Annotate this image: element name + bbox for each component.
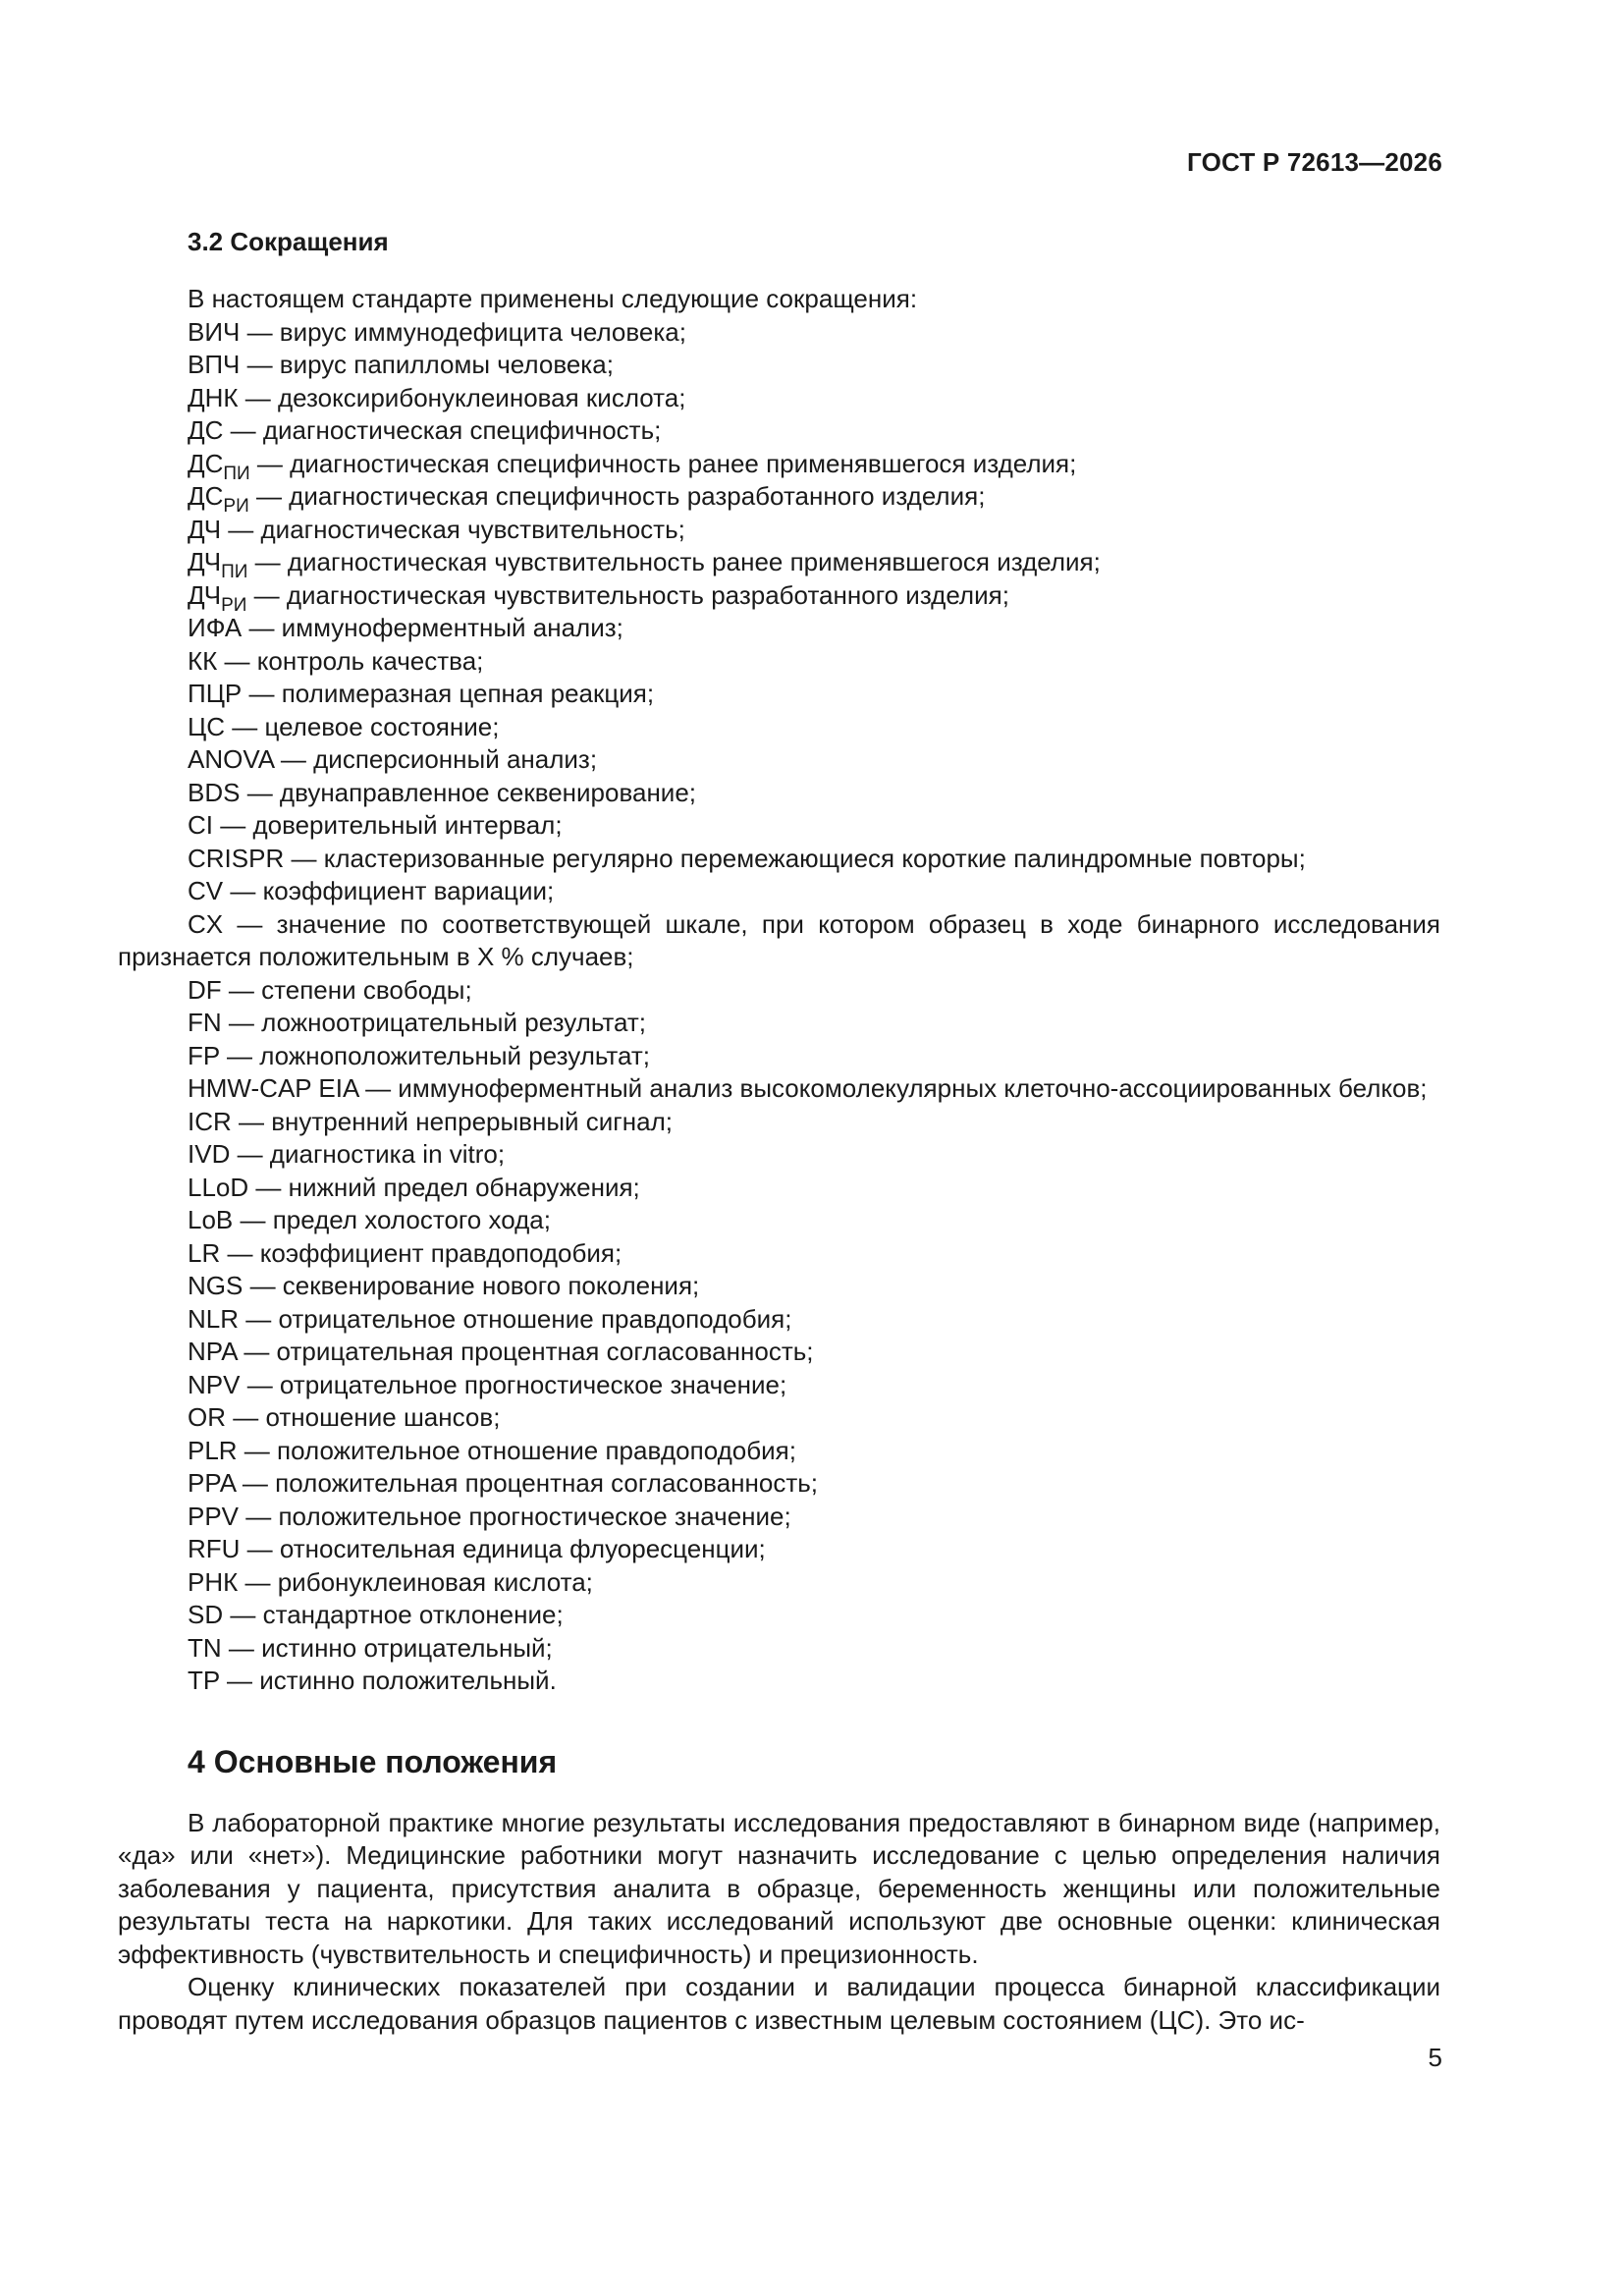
- abbreviation-definition: — иммуноферментный анализ высокомолекулярных клеточно-ассоциированных белков;: [357, 1073, 1428, 1103]
- abbreviation-item: [118, 1533, 1440, 1566]
- abbreviation-term: IVD: [188, 1139, 231, 1169]
- abbreviation-definition: — полимеразная цепная реакция;: [242, 679, 655, 708]
- abbreviation-item: [118, 1632, 1440, 1666]
- abbreviation-definition: — коэффициент вариации;: [223, 876, 555, 905]
- abbreviation-term: FP: [188, 1040, 220, 1070]
- abbreviations-list: [118, 316, 1440, 1698]
- abbreviation-term: ЦС: [188, 711, 226, 741]
- abbreviation-term: ДС: [188, 481, 224, 511]
- abbreviation-definition: — диагностическая специфичность;: [223, 415, 662, 445]
- abbreviation-term: FN: [188, 1008, 222, 1037]
- abbreviation-item: [118, 1237, 1440, 1271]
- abbreviation-definition: — отношение шансов;: [226, 1402, 501, 1432]
- abbreviation-definition: — контроль качества;: [217, 645, 484, 676]
- abbreviation-item: [118, 349, 1440, 382]
- section-4-paragraph-1: В лабораторной практике многие результаты исследования предоставляют в бинарном виде (например, «да» или «нет»). Медицинские работники могут назначить исследование с целью определения наличия заболевания у пациента, присутствия аналита в образце, беременность женщины или положительные результаты теста на наркотики. Для таких исследований используют две основные оценки: клиническая эффективность (чувствительность и специфичность) и прецизионность.: [118, 1807, 1440, 1969]
- abbreviation-definition: — диагностическая специфичность разработанного изделия;: [248, 481, 986, 511]
- abbreviation-term: ДЧ: [188, 579, 222, 610]
- abbreviation-term: РНК: [188, 1566, 239, 1597]
- abbreviation-term: ПЦР: [188, 679, 243, 708]
- abbreviation-item: [118, 1566, 1440, 1600]
- abbreviation-term: PLR: [188, 1435, 238, 1465]
- abbreviation-term: SD: [188, 1600, 224, 1629]
- abbreviation-term: LLoD: [188, 1172, 249, 1202]
- abbreviation-term: LR: [188, 1237, 221, 1268]
- abbreviation-definition: — предел холостого хода;: [233, 1205, 551, 1234]
- abbreviation-item: [118, 1501, 1440, 1534]
- abbreviation-term: ИФА: [188, 613, 243, 642]
- abbreviation-item: [118, 1369, 1440, 1402]
- section-4-paragraph-2: Оценку клинических показателей при создании и валидации процесса бинарной классификации проводят путем исследования образцов пациентов с известным целевым состоянием (ЦС). Это ис-: [118, 1972, 1440, 2036]
- abbreviation-definition: — нижний предел обнаружения;: [248, 1172, 640, 1202]
- abbreviation-item: [118, 1336, 1440, 1369]
- abbreviation-item: [118, 546, 1440, 582]
- abbreviation-item: [118, 1172, 1440, 1205]
- abbreviation-item: [118, 579, 1440, 616]
- abbreviation-definition: — целевое состояние;: [225, 711, 500, 741]
- abbreviation-item: [118, 1106, 1440, 1139]
- abbreviation-definition: — двунаправленное секвенирование;: [240, 777, 697, 807]
- abbreviation-term: CRISPR: [188, 843, 285, 873]
- abbreviation-term: ДЧ: [188, 547, 222, 576]
- abbreviation-item: [118, 875, 1440, 908]
- abbreviation-definition: — отрицательное прогностическое значение;: [240, 1369, 787, 1399]
- abbreviation-term: PPA: [188, 1468, 236, 1498]
- abbreviation-definition: — дисперсионный анализ;: [273, 744, 598, 774]
- abbreviation-item: [118, 843, 1440, 876]
- abbreviation-term: CV: [188, 876, 224, 905]
- abbreviation-definition: — диагностика in vitro;: [230, 1139, 506, 1169]
- abbreviation-item: [118, 1401, 1440, 1435]
- abbreviation-term: NPV: [188, 1369, 241, 1399]
- abbreviation-term: ВИЧ: [188, 316, 241, 347]
- document-id-header: ГОСТ Р 72613—2026: [1187, 147, 1442, 177]
- abbreviation-definition: — стандартное отклонение;: [223, 1600, 564, 1629]
- abbreviation-item: [118, 743, 1440, 777]
- abbreviation-term: NPA: [188, 1337, 238, 1366]
- abbreviation-term: CX: [188, 908, 224, 939]
- abbreviation-item: [118, 678, 1440, 711]
- abbreviation-item: [118, 316, 1440, 350]
- abbreviation-definition: — дезоксирибонуклеиновая кислота;: [238, 382, 686, 412]
- abbreviation-definition: — диагностическая чувствительность;: [221, 514, 685, 544]
- abbreviation-definition: — положительное отношение правдоподобия;: [237, 1435, 796, 1465]
- abbreviation-definition: — степени свободы;: [221, 974, 472, 1005]
- abbreviation-definition: — ложноотрицательный результат;: [221, 1008, 646, 1037]
- abbreviation-subscript: РИ: [223, 496, 249, 517]
- abbreviation-term: TN: [188, 1632, 222, 1663]
- abbreviation-term: OR: [188, 1402, 226, 1432]
- abbreviation-item: [118, 1270, 1440, 1303]
- abbreviation-definition: — секвенирование нового поколения;: [243, 1271, 700, 1300]
- abbreviation-definition: — диагностическая чувствительность разработанного изделия;: [246, 579, 1009, 610]
- abbreviation-definition: — вирус иммунодефицита человека;: [240, 316, 686, 347]
- abbreviation-definition: — значение по соответствующей шкале, при котором образец в ходе бинарного исследования признается положительным в X % случаев;: [118, 908, 1440, 971]
- abbreviations-intro: В настоящем стандарте применены следующие сокращения:: [188, 284, 918, 313]
- abbreviation-definition: — иммуноферментный анализ;: [242, 613, 623, 642]
- abbreviation-item: [118, 777, 1440, 810]
- abbreviation-term: ICR: [188, 1106, 232, 1136]
- abbreviation-term: TP: [188, 1666, 220, 1695]
- abbreviation-item: [118, 1467, 1440, 1501]
- abbreviation-term: ANOVA: [188, 744, 274, 774]
- abbreviation-item: [118, 974, 1440, 1008]
- abbreviation-definition: — коэффициент правдоподобия;: [220, 1237, 622, 1268]
- abbreviation-term: ДС: [188, 448, 224, 478]
- abbreviation-item: [118, 1204, 1440, 1237]
- abbreviation-item: [118, 645, 1440, 679]
- abbreviation-term: RFU: [188, 1534, 241, 1563]
- page-content: [118, 222, 1440, 2038]
- abbreviation-item: [118, 612, 1440, 645]
- abbreviation-definition: — ложноположительный результат;: [219, 1040, 651, 1070]
- abbreviation-definition: — внутренний непрерывный сигнал;: [231, 1106, 674, 1136]
- abbreviation-subscript: ПИ: [223, 463, 250, 484]
- abbreviation-definition: — положительная процентная согласованность;: [235, 1468, 819, 1498]
- abbreviation-definition: — истинно положительный.: [219, 1666, 557, 1695]
- abbreviation-definition: — диагностическая чувствительность ранее применявшегося изделия;: [247, 547, 1101, 576]
- abbreviation-definition: — доверительный интервал;: [213, 810, 563, 840]
- section-4-heading: 4 Основные положения: [188, 1743, 558, 1779]
- abbreviation-item: [118, 1072, 1440, 1106]
- abbreviation-term: CI: [188, 810, 213, 840]
- abbreviation-item: [118, 1007, 1440, 1040]
- abbreviation-item: [118, 809, 1440, 843]
- abbreviation-item: [118, 908, 1440, 974]
- abbreviation-item: [118, 1303, 1440, 1337]
- abbreviation-definition: — истинно отрицательный;: [221, 1632, 553, 1663]
- abbreviation-term: HMW-CAP EIA: [188, 1073, 358, 1103]
- abbreviation-definition: — рибонуклеиновая кислота;: [238, 1566, 593, 1597]
- abbreviation-definition: — отрицательное отношение правдоподобия;: [239, 1303, 792, 1334]
- abbreviation-term: ДНК: [188, 382, 239, 412]
- abbreviation-term: ВПЧ: [188, 350, 241, 379]
- abbreviation-item: [118, 711, 1440, 744]
- abbreviation-term: PPV: [188, 1501, 240, 1531]
- abbreviation-subscript: РИ: [221, 594, 247, 616]
- abbreviation-definition: — кластеризованные регулярно перемежающиеся короткие палиндромные повторы;: [284, 843, 1306, 873]
- abbreviation-item: [118, 1138, 1440, 1172]
- section-3-2-heading: 3.2 Сокращения: [188, 227, 389, 256]
- abbreviation-term: NLR: [188, 1303, 240, 1334]
- abbreviation-term: КК: [188, 645, 218, 676]
- abbreviation-definition: — относительная единица флуоресценции;: [240, 1534, 766, 1563]
- abbreviation-definition: — отрицательная процентная согласованность;: [237, 1337, 814, 1366]
- abbreviation-item: [118, 1665, 1440, 1698]
- abbreviation-definition: — вирус папилломы человека;: [240, 350, 614, 379]
- abbreviation-item: [118, 382, 1440, 415]
- abbreviation-term: DF: [188, 974, 222, 1005]
- abbreviation-item: [118, 514, 1440, 547]
- abbreviation-item: [118, 448, 1440, 484]
- page-number: 5: [1428, 2043, 1442, 2072]
- abbreviation-item: [118, 480, 1440, 517]
- abbreviation-term: BDS: [188, 777, 241, 807]
- abbreviation-item: [118, 1435, 1440, 1468]
- abbreviation-subscript: ПИ: [221, 562, 248, 582]
- abbreviation-term: LoB: [188, 1205, 234, 1234]
- abbreviation-item: [118, 1599, 1440, 1632]
- abbreviation-definition: — положительное прогностическое значение;: [239, 1501, 791, 1531]
- abbreviation-term: ДЧ: [188, 514, 222, 544]
- abbreviation-term: NGS: [188, 1271, 243, 1300]
- abbreviation-definition: — диагностическая специфичность ранее применявшегося изделия;: [249, 448, 1077, 478]
- abbreviation-term: ДС: [188, 415, 224, 445]
- abbreviation-item: [118, 414, 1440, 448]
- abbreviation-item: [118, 1040, 1440, 1073]
